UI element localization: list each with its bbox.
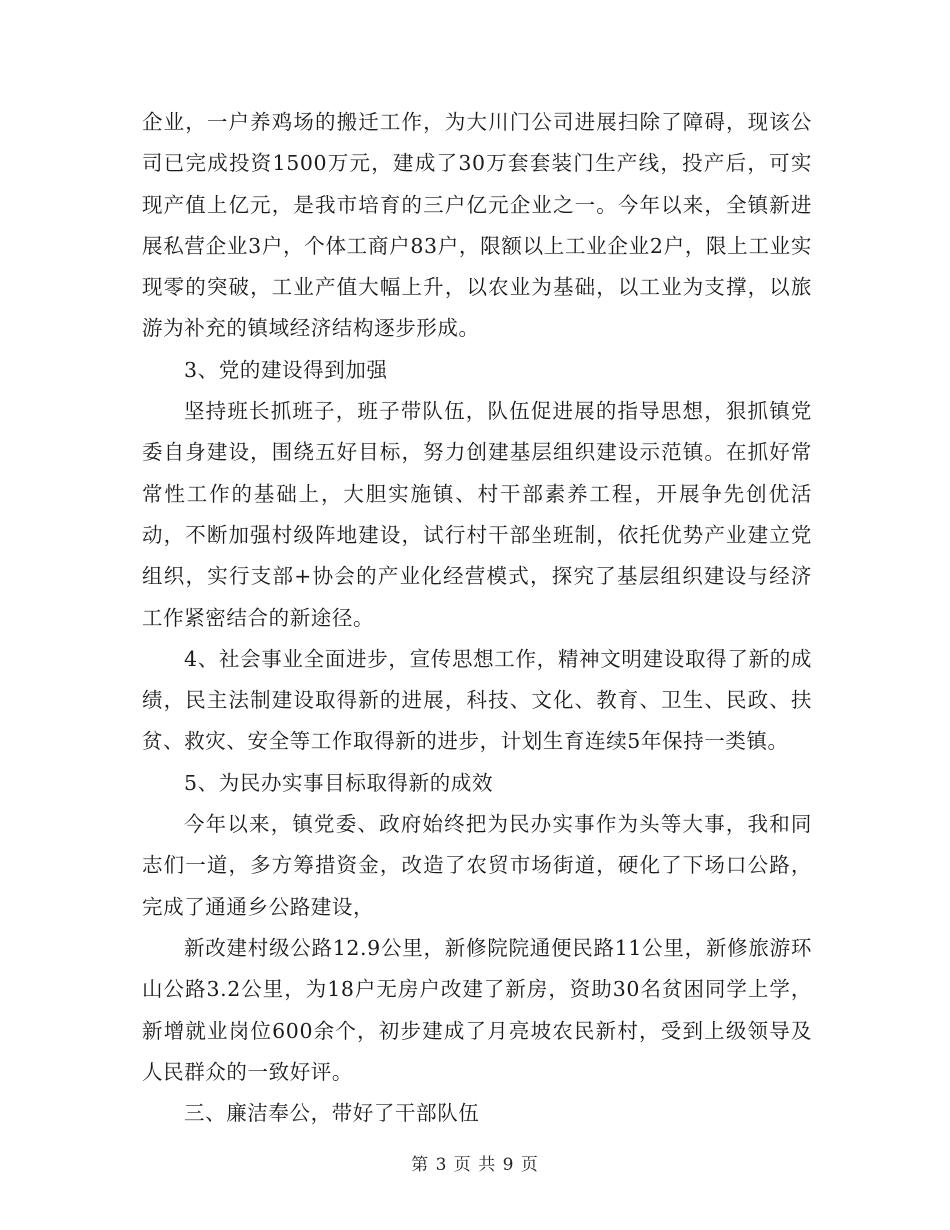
- heading-clean-governance: 三、廉洁奉公，带好了干部队伍: [184, 1101, 480, 1126]
- heading-practical-affairs: 5、为民办实事目标取得新的成效: [184, 770, 494, 795]
- paragraph-road-construction: 新改建村级公路12.9公里，新修院院通便民路11公里，新修旅游环山公路3.2公里，为18户无房户改建了新房，资助30名贫困同学上学，新增就业岗位600余个，初步建成了月亮坡农民新村，受到上级领导及人民群众的一致好评。: [142, 935, 812, 1084]
- paragraph-social-progress: 4、社会事业全面进步，宣传思想工作，精神文明建设取得了新的成绩，民主法制建设取得新的进展，科技、文化、教育、卫生、民政、扶贫、救灾、安全等工作取得新的进步，计划生育连续5年保持一类镇。: [142, 646, 812, 754]
- document-body: [142, 102, 812, 1134]
- paragraph-party-building: 坚持班长抓班子，班子带队伍，队伍促进展的指导思想，狠抓镇党委自身建设，围绕五好目标，努力创建基层组织建设示范镇。在抓好常常性工作的基础上，大胆实施镇、村干部素养工程，开展争先创优活动，不断加强村级阵地建设，试行村干部坐班制，依托优势产业建立党组织，实行支部+协会的产业化经营模式，探究了基层组织建设与经济工作紧密结合的新途径。: [142, 399, 812, 630]
- page-number-footer: 第 3 页 共 9 页: [411, 1155, 539, 1175]
- paragraph-enterprise-development: 企业，一户养鸡场的搬迁工作，为大川门公司进展扫除了障碍，现该公司已完成投资1500万元，建成了30万套套装门生产线，投产后，可实现产值上亿元，是我市培育的三户亿元企业之一。今年以来，全镇新进展私营企业3户，个体工商户83户，限额以上工业企业2户，限上工业实现零的突破，工业产值大幅上升，以农业为基础，以工业为支撑，以旅游为补充的镇域经济结构逐步形成。: [142, 110, 812, 341]
- heading-party-building: 3、党的建设得到加强: [184, 357, 388, 382]
- paragraph-practical-affairs: 今年以来，镇党委、政府始终把为民办实事作为头等大事，我和同志们一道，多方筹措资金，改造了农贸市场街道，硬化了下场口公路，完成了通通乡公路建设，: [142, 812, 812, 919]
